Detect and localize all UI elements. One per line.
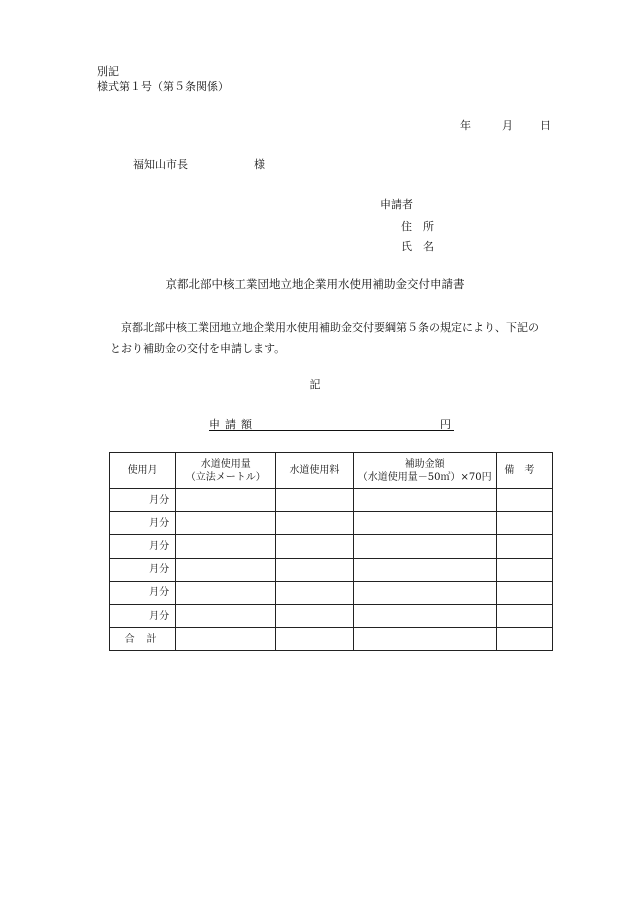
water-volume-cell[interactable]	[176, 535, 276, 558]
remarks-cell[interactable]	[496, 489, 552, 512]
applicant-label: 申請者	[380, 198, 413, 211]
header-water-volume-unit: （立法メートル）	[185, 471, 266, 483]
total-remarks-cell[interactable]	[496, 628, 552, 651]
month-cell: 月分	[110, 512, 176, 535]
water-fee-cell[interactable]	[276, 512, 353, 535]
month-cell: 月分	[110, 581, 176, 604]
month-cell: 月分	[110, 604, 176, 627]
water-fee-cell[interactable]	[276, 604, 353, 627]
table-row	[110, 604, 553, 627]
header-water-fee: 水道使用料	[276, 453, 353, 489]
month-cell: 月分	[110, 535, 176, 558]
addressee	[133, 156, 265, 172]
water-volume-cell[interactable]	[176, 581, 276, 604]
subsidy-cell[interactable]	[353, 535, 496, 558]
amount-underline	[209, 430, 454, 431]
water-fee-cell[interactable]	[276, 558, 353, 581]
subsidy-cell[interactable]	[353, 558, 496, 581]
form-number: 様式第１号（第５条関係）	[97, 80, 229, 93]
total-water-fee-cell[interactable]	[276, 628, 353, 651]
remarks-cell[interactable]	[496, 581, 552, 604]
header-water-volume-title: 水道使用量	[200, 458, 251, 470]
total-water-volume-cell[interactable]	[176, 628, 276, 651]
table-row	[110, 489, 553, 512]
water-volume-cell[interactable]	[176, 558, 276, 581]
subsidy-cell[interactable]	[353, 604, 496, 627]
table-header-row	[110, 453, 553, 489]
body-paragraph: 京都北部中核工業団地立地企業用水使用補助金交付要綱第５条の規定により、下記のとおり補助金の交付を申請します。	[110, 321, 539, 355]
table-row	[110, 512, 553, 535]
header-month: 使用月	[110, 453, 176, 489]
subsidy-cell[interactable]	[353, 489, 496, 512]
header-subsidy-formula: （水道使用量－50㎥）×70円	[357, 471, 492, 483]
addressee-name: 福知山市長	[133, 158, 188, 171]
water-volume-cell[interactable]	[176, 604, 276, 627]
date-year: 年	[460, 119, 471, 132]
usage-table	[109, 452, 553, 651]
water-fee-cell[interactable]	[276, 489, 353, 512]
document-title: 京都北部中核工業団地立地企業用水使用補助金交付申請書	[165, 277, 465, 291]
remarks-cell[interactable]	[496, 535, 552, 558]
table-row	[110, 581, 553, 604]
remarks-cell[interactable]	[496, 558, 552, 581]
amount-label-text: 申請額	[209, 418, 257, 431]
month-cell: 月分	[110, 558, 176, 581]
header-remarks: 備考	[496, 453, 552, 489]
applicant-name-label: 氏 名	[401, 240, 434, 253]
water-fee-cell[interactable]	[276, 535, 353, 558]
month-cell: 月分	[110, 489, 176, 512]
remarks-cell[interactable]	[496, 604, 552, 627]
header-subsidy-title: 補助金額	[404, 458, 445, 470]
total-label: 合計	[110, 628, 176, 651]
total-row	[110, 628, 553, 651]
applicant-address-label: 住 所	[401, 220, 434, 233]
table-row	[110, 535, 553, 558]
date-line	[460, 117, 551, 133]
remarks-cell[interactable]	[496, 512, 552, 535]
header-water-volume	[176, 453, 276, 489]
date-day: 日	[540, 119, 551, 132]
appendix-label: 別記	[97, 65, 119, 78]
addressee-honorific: 様	[254, 158, 265, 171]
header-subsidy-amount	[353, 453, 496, 489]
form-reference	[97, 64, 229, 94]
water-volume-cell[interactable]	[176, 512, 276, 535]
water-fee-cell[interactable]	[276, 581, 353, 604]
water-volume-cell[interactable]	[176, 489, 276, 512]
subsidy-cell[interactable]	[353, 512, 496, 535]
ki-heading: 記	[309, 378, 321, 391]
date-month: 月	[502, 119, 513, 132]
table-row	[110, 558, 553, 581]
total-subsidy-cell[interactable]	[353, 628, 496, 651]
amount-unit: 円	[440, 418, 451, 431]
subsidy-cell[interactable]	[353, 581, 496, 604]
